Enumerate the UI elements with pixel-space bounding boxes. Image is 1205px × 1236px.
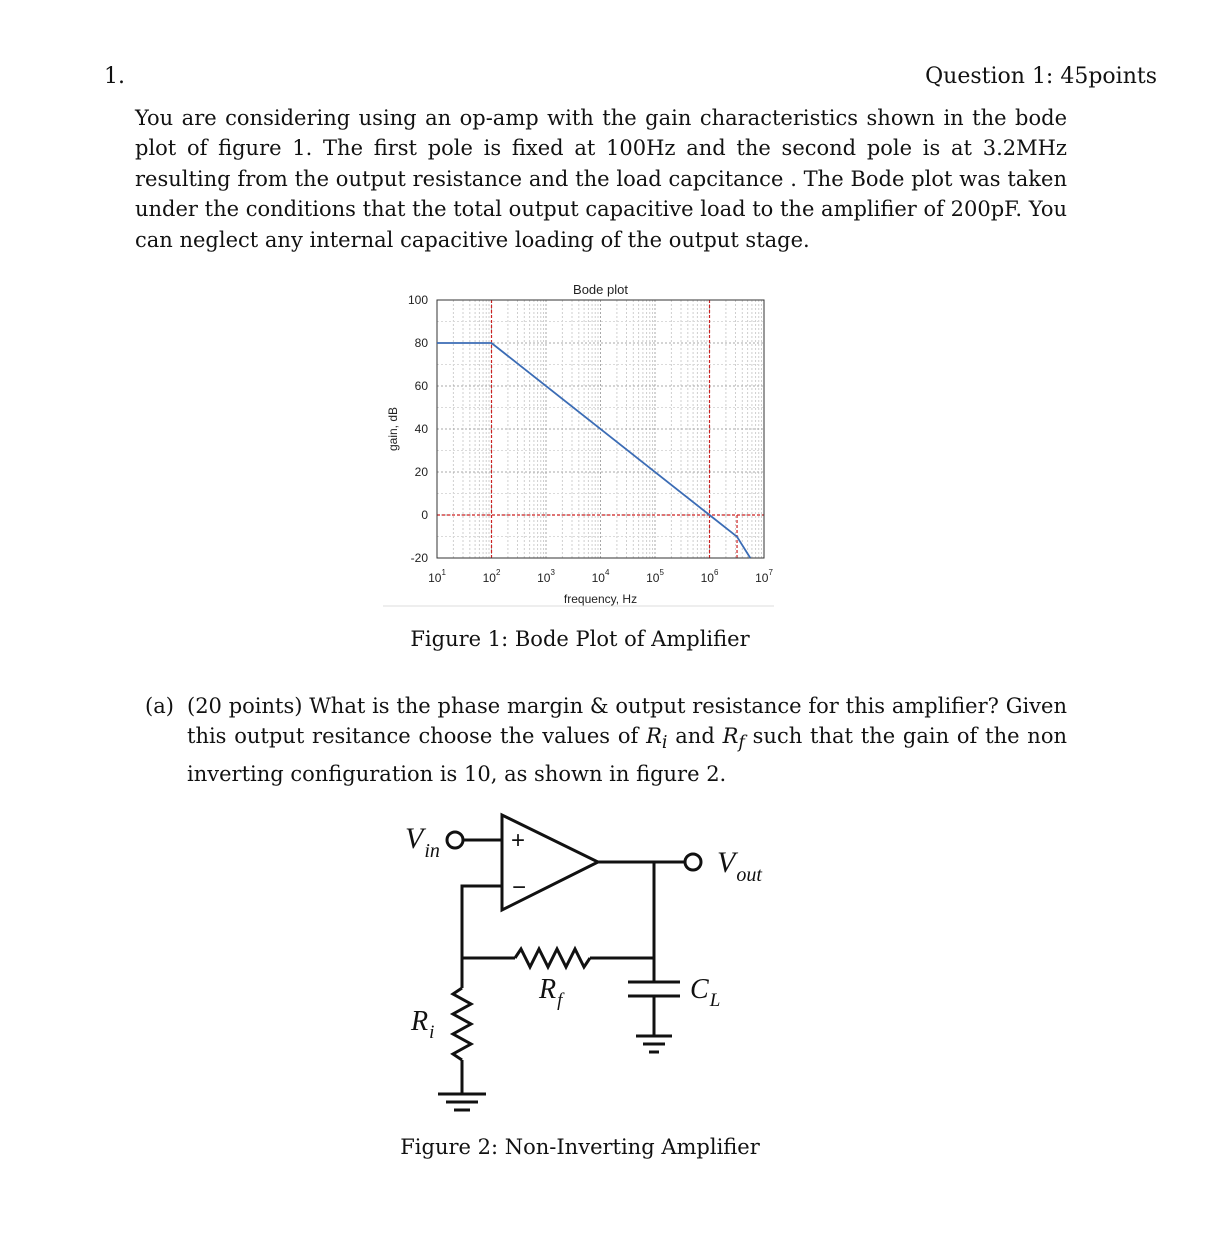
y-axis-label: gain, dB	[386, 406, 400, 452]
part-a-label: (a)	[145, 694, 174, 718]
x-tick-label: $10^7$	[755, 568, 773, 585]
rf-symbol: $R_f$	[722, 724, 745, 754]
figure1-caption: Figure 1: Bode Plot of Amplifier	[410, 627, 750, 651]
y-tick-label: 80	[414, 336, 428, 350]
chart-title: Bode plot	[573, 282, 628, 297]
vin-label: $V_{in}$	[405, 822, 440, 862]
y-tick-label: 0	[421, 508, 428, 522]
x-tick-label: $10^4$	[591, 568, 610, 585]
rf-resistor	[515, 949, 590, 967]
y-tick-label: -20	[410, 551, 428, 565]
vout-terminal	[685, 854, 701, 870]
ri-resistor	[453, 988, 471, 1060]
y-tick-label: 40	[414, 422, 428, 436]
ri-label: $R_i$	[411, 1006, 435, 1043]
question-header: Question 1: 45points	[925, 64, 1157, 89]
x-tick-label: $10^5$	[646, 568, 664, 585]
cl-label: $C_L$	[690, 974, 721, 1011]
question-number: 1.	[104, 64, 125, 89]
x-tick-label: $10^3$	[537, 568, 555, 585]
y-tick-label: 100	[407, 293, 428, 307]
question-intro: You are considering using an op-amp with the gain characteristics shown in the bode plot of figure 1. The first pole is fixed at 100Hz and the second pole is at 3.2MHz resulting from the output resistance and the load capcitance . The Bode plot was taken under the conditions that the total output capacitive load to the amplifier of 200pF. You can neglect any internal capacitive loading of the output stage.	[135, 106, 1067, 252]
inverting-input-wire	[462, 886, 502, 958]
figure2-caption: Figure 2: Non-Inverting Amplifier	[400, 1135, 760, 1159]
ri-symbol: $R_i$	[646, 724, 668, 754]
opamp-plus-sign: +	[511, 827, 526, 854]
x-tick-label: $10^1$	[428, 568, 446, 585]
vout-label: $V_{out}$	[717, 846, 762, 886]
x-tick-label: $10^6$	[700, 568, 719, 585]
x-axis-label: frequency, Hz	[563, 592, 638, 606]
y-tick-label: 60	[414, 379, 428, 393]
vin-terminal	[447, 832, 463, 848]
opamp-minus-sign: −	[512, 874, 527, 901]
rf-label: $R_f$	[539, 974, 563, 1011]
part-a-text: (20 points) What is the phase margin & output resistance for this amplifier? Given this output resitance choose the values of $R_i$ and $R_f$ such that the gain of the non inverting configuration is 10, as shown in figure 2.	[187, 694, 1067, 786]
y-tick-label: 20	[414, 465, 428, 479]
x-tick-label: $10^2$	[482, 568, 501, 585]
